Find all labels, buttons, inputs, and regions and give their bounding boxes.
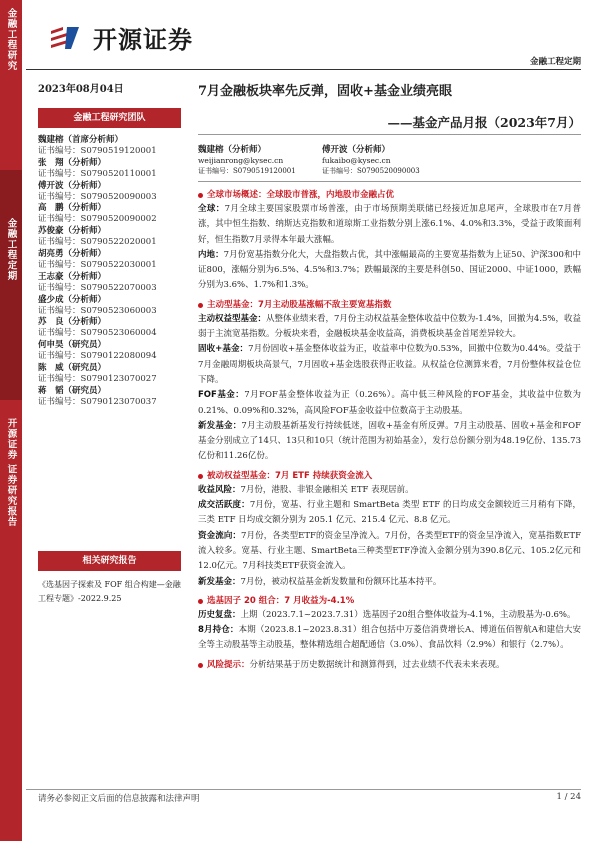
author-cert: 证书编号：S0790520090003 bbox=[322, 167, 420, 175]
analyst-name: 苏俊豪（分析师） bbox=[38, 226, 107, 237]
analyst-item bbox=[38, 386, 181, 409]
paragraph-keyword: 主动权益型基金： bbox=[198, 313, 267, 324]
paragraph-keyword: 新发基金： bbox=[198, 576, 241, 587]
paragraph-text: 7月份，被动权益基金新发数量和份额环比基本持平。 bbox=[240, 576, 442, 587]
analyst-name: 魏建榕（首席分析师） bbox=[38, 135, 124, 145]
report-body bbox=[198, 187, 581, 675]
title-divider bbox=[198, 134, 581, 135]
band-label-periodic: 金融工程定期 bbox=[5, 218, 17, 281]
brand-name: 开源证券 bbox=[93, 26, 193, 54]
section-gap bbox=[198, 294, 581, 297]
header-divider bbox=[26, 69, 581, 70]
paragraph-text: 7月份，宽基、行业主题和 SmartBeta 类型 ETF 的日均成交金额较近三月稍有下降，三类 ETF 日均成交额分别为 205.1 亿元、215.4 亿元、8.8 亿元。 bbox=[198, 500, 581, 526]
paragraph-text: 7月全球主要国家股票市场普涨，由于市场预期美联储已经接近加息尾声，全球股市在7月普涨，其中恒生指数、纳斯达克指数和道琼斯工业指数分别上涨6.1%、4.0%和3.3%，受益于政策面利好，恒生指数7月录得本年最大涨幅。 bbox=[198, 204, 581, 245]
author-email[interactable]: weijianrong@kysec.cn bbox=[198, 155, 284, 165]
band-label-research: 金融工程研究 bbox=[5, 8, 17, 71]
author-block bbox=[198, 145, 296, 177]
band-segment-report bbox=[0, 400, 22, 841]
analyst-cert: 证书编号：S0790520090003 bbox=[38, 191, 157, 202]
section-heading-text: 主动型基金：7月主动股基涨幅不敌主要宽基指数 bbox=[207, 299, 392, 310]
analyst-name: 高 鹏（分析师） bbox=[38, 203, 107, 214]
paragraph-text: 7月主动股基新基发行持续低迷，固收+基金有所反弹。7月主动股基、固收+基金和FOF基金分别成立了14只、13只和10只（统计范围为初始基金），发行总份额分别为48.19亿份、135.73亿份和11.26亿份。 bbox=[198, 420, 581, 462]
section-gap bbox=[198, 654, 581, 657]
author-name: 魏建榕（分析师） bbox=[198, 145, 267, 155]
bullet-icon bbox=[198, 474, 203, 479]
analyst-cert: 证书编号：S0790520110001 bbox=[38, 168, 157, 179]
paragraph-keyword: 全球： bbox=[198, 204, 225, 214]
analyst-cert: 证书编号：S0790523060003 bbox=[38, 305, 157, 316]
paragraph-text: 从整体业绩来看，7月份主动权益基金整体收益中位数为-1.4%，回撤为4.5%，收益弱于主流宽基指数。分板块来看，金融板块基金收益高，消费板块基金首尾差异较大。 bbox=[198, 313, 581, 340]
body-paragraph bbox=[198, 388, 581, 419]
paragraph-text: 7月FOF基金整体收益为正（0.26%）。高中低三种风险的FOF基金，其收益中位数为0.21%、0.09%和0.32%，高风险FOF基金收益中位数高于主动股基。 bbox=[198, 390, 581, 416]
bullet-icon bbox=[198, 303, 203, 308]
paragraph-keyword: 成交活跃度： bbox=[198, 500, 250, 511]
analyst-item bbox=[38, 158, 181, 181]
analyst-cert: 证书编号：S0790522070003 bbox=[38, 282, 157, 293]
section-gap bbox=[198, 465, 581, 468]
paragraph-keyword: 固收+基金： bbox=[198, 344, 249, 355]
brand-mark-icon bbox=[49, 25, 87, 51]
author-block bbox=[322, 145, 420, 177]
body-paragraph bbox=[198, 248, 581, 294]
section-heading-text: 风险提示： bbox=[207, 659, 250, 670]
analyst-cert: 证书编号：S0790522020001 bbox=[38, 237, 157, 248]
body-paragraph bbox=[198, 202, 581, 248]
analyst-item bbox=[38, 181, 181, 204]
paragraph-text: 7月份，各类型ETF的资金呈净流入。7月份，各类型ETF的资金呈净流入，宽基指数ETF流入较多。宽基、行业主题、SmartBeta三种类型ETF净流入金额分别为390.8亿元、105.2亿元和12.0亿元。7月科技类ETF获资金流入。 bbox=[198, 530, 581, 572]
section-heading-text: 全球市场概述：全球股市普涨，内地股市金融占优 bbox=[207, 190, 395, 200]
author-email[interactable]: fukaibo@kysec.cn bbox=[322, 155, 391, 165]
paragraph-text: 7月份固收+基金整体收益为正，收益率中位数为0.53%，回撤中位数为0.44%。受益于7月金融周期板块高景气，7月固收+基金选股获得正收益。从权益仓位测算来看，7月份整体权益仓位下降。 bbox=[198, 344, 581, 385]
body-paragraph bbox=[198, 529, 581, 575]
paragraph-keyword: 8月持仓： bbox=[198, 625, 239, 636]
section-gap bbox=[198, 590, 581, 593]
analyst-cert: 证书编号：S0790123070027 bbox=[38, 373, 157, 384]
analyst-name: 傅开波（分析师） bbox=[38, 180, 107, 191]
analyst-item bbox=[38, 363, 181, 386]
report-subtitle: ——基金产品月报（2023年7月） bbox=[387, 115, 581, 130]
analyst-cert: 证书编号：S0790523060004 bbox=[38, 328, 157, 339]
section-heading bbox=[198, 189, 581, 202]
disclaimer-note: 请务必参阅正文后面的信息披露和法律声明 bbox=[38, 794, 200, 804]
analyst-list bbox=[38, 135, 181, 409]
body-paragraph bbox=[198, 623, 581, 654]
body-paragraph bbox=[198, 575, 581, 590]
paragraph-text: 7月份，港股、非银金融相关 ETF 表现居前。 bbox=[240, 484, 414, 495]
analyst-item bbox=[38, 135, 181, 158]
analyst-item bbox=[38, 295, 181, 318]
body-paragraph bbox=[198, 483, 581, 498]
analyst-name: 王志豪（分析师） bbox=[38, 271, 107, 282]
page-number: 1 / 24 bbox=[556, 792, 581, 802]
section-heading bbox=[198, 299, 581, 312]
paragraph-keyword: 内地： bbox=[198, 249, 224, 260]
analyst-name: 张 翔（分析师） bbox=[38, 157, 107, 168]
analyst-item bbox=[38, 272, 181, 295]
report-type-tag: 金融工程定期 bbox=[529, 57, 581, 67]
report-title: 7月金融板块率先反弹，固收+基金业绩亮眼 bbox=[198, 84, 452, 99]
band-label-report: 开源证券 证券研究报告 bbox=[5, 418, 17, 528]
section-heading-text: 被动权益型基金：7月 ETF 持续获资金流入 bbox=[207, 470, 373, 481]
author-cert: 证书编号：S0790519120001 bbox=[198, 167, 296, 175]
analyst-cert: 证书编号：S0790522030001 bbox=[38, 259, 157, 270]
body-paragraph bbox=[198, 498, 581, 529]
analyst-name: 蒋 韬（研究员） bbox=[38, 385, 107, 396]
team-title: 金融工程研究团队 bbox=[38, 108, 181, 128]
analyst-cert: 证书编号：S0790520090002 bbox=[38, 214, 157, 225]
analyst-cert: 证书编号：S0790519120001 bbox=[38, 146, 157, 156]
bullet-icon bbox=[198, 193, 203, 198]
analyst-item bbox=[38, 317, 181, 340]
analyst-name: 陈 威（研究员） bbox=[38, 362, 107, 373]
body-paragraph bbox=[198, 419, 581, 465]
paragraph-text: 7月份宽基指数分化大，大盘指数占优，其中涨幅最高的主要宽基指数为上证50、沪深300和中证800，涨幅分别为6.5%、4.5%和3.7%；跌幅最深的主要是科创50、国证2000、中证1000，跌幅分别为3.6%、1.7%和1.3%。 bbox=[198, 249, 581, 291]
band-segment-research bbox=[0, 0, 22, 170]
analyst-name: 何申昊（研究员） bbox=[38, 340, 107, 351]
section-heading bbox=[198, 595, 581, 608]
paragraph-text: 上期（2023.7.1~2023.7.31）选基因子20组合整体收益为-4.1%，主动股基为-0.6%。 bbox=[240, 609, 576, 620]
paragraph-text: 本期（2023.8.1~2023.8.31）组合包括中万菱信消费增长A、博道伍佰智航A和建信大安全等主动股基等主动股基，整体精选组合超配通信（3.0%）、食品饮料（2.9%）和银行（2.7%）。 bbox=[198, 625, 582, 651]
side-band bbox=[0, 0, 22, 841]
author-name: 傅开波（分析师） bbox=[322, 145, 391, 155]
section-gap bbox=[198, 672, 581, 675]
band-segment-periodic bbox=[0, 170, 22, 400]
paragraph-keyword: 新发基金： bbox=[198, 420, 242, 431]
analyst-item bbox=[38, 203, 181, 226]
section-heading bbox=[198, 470, 581, 483]
report-date: 2023年08月04日 bbox=[38, 84, 124, 95]
section-heading bbox=[198, 659, 581, 672]
bullet-icon bbox=[198, 599, 203, 604]
analyst-cert: 证书编号：S0790123070037 bbox=[38, 396, 157, 407]
paragraph-keyword: 资金流向： bbox=[198, 530, 242, 541]
related-reports-title: 相关研究报告 bbox=[38, 551, 181, 571]
analyst-item bbox=[38, 226, 181, 249]
paragraph-keyword: FOF基金： bbox=[198, 390, 245, 401]
risk-note-text: 分析结果基于历史数据统计和测算得到，过去业绩不代表未来表现。 bbox=[249, 659, 505, 670]
author-divider bbox=[198, 181, 581, 182]
analyst-name: 胡亮勇（分析师） bbox=[38, 248, 107, 259]
analyst-item bbox=[38, 340, 181, 363]
section-heading-text: 选基因子 20 组合：7 月收益为-4.1% bbox=[207, 595, 355, 606]
analyst-name: 盛少成（分析师） bbox=[38, 294, 107, 305]
body-paragraph bbox=[198, 312, 581, 343]
footer-divider bbox=[26, 789, 581, 790]
analyst-item bbox=[38, 249, 181, 272]
paragraph-keyword: 收益风险： bbox=[198, 484, 241, 495]
analyst-cert: 证书编号：S0790122080094 bbox=[38, 351, 157, 362]
analyst-name: 苏 良（分析师） bbox=[38, 317, 107, 328]
brand-logo bbox=[49, 20, 193, 55]
paragraph-keyword: 历史复盘： bbox=[198, 609, 241, 620]
related-report-link[interactable]: 《选基因子探索及 FOF 组合构建—金融工程专题》-2022.9.25 bbox=[38, 580, 181, 603]
body-paragraph bbox=[198, 608, 581, 623]
bullet-icon bbox=[198, 663, 203, 668]
body-paragraph bbox=[198, 342, 581, 388]
